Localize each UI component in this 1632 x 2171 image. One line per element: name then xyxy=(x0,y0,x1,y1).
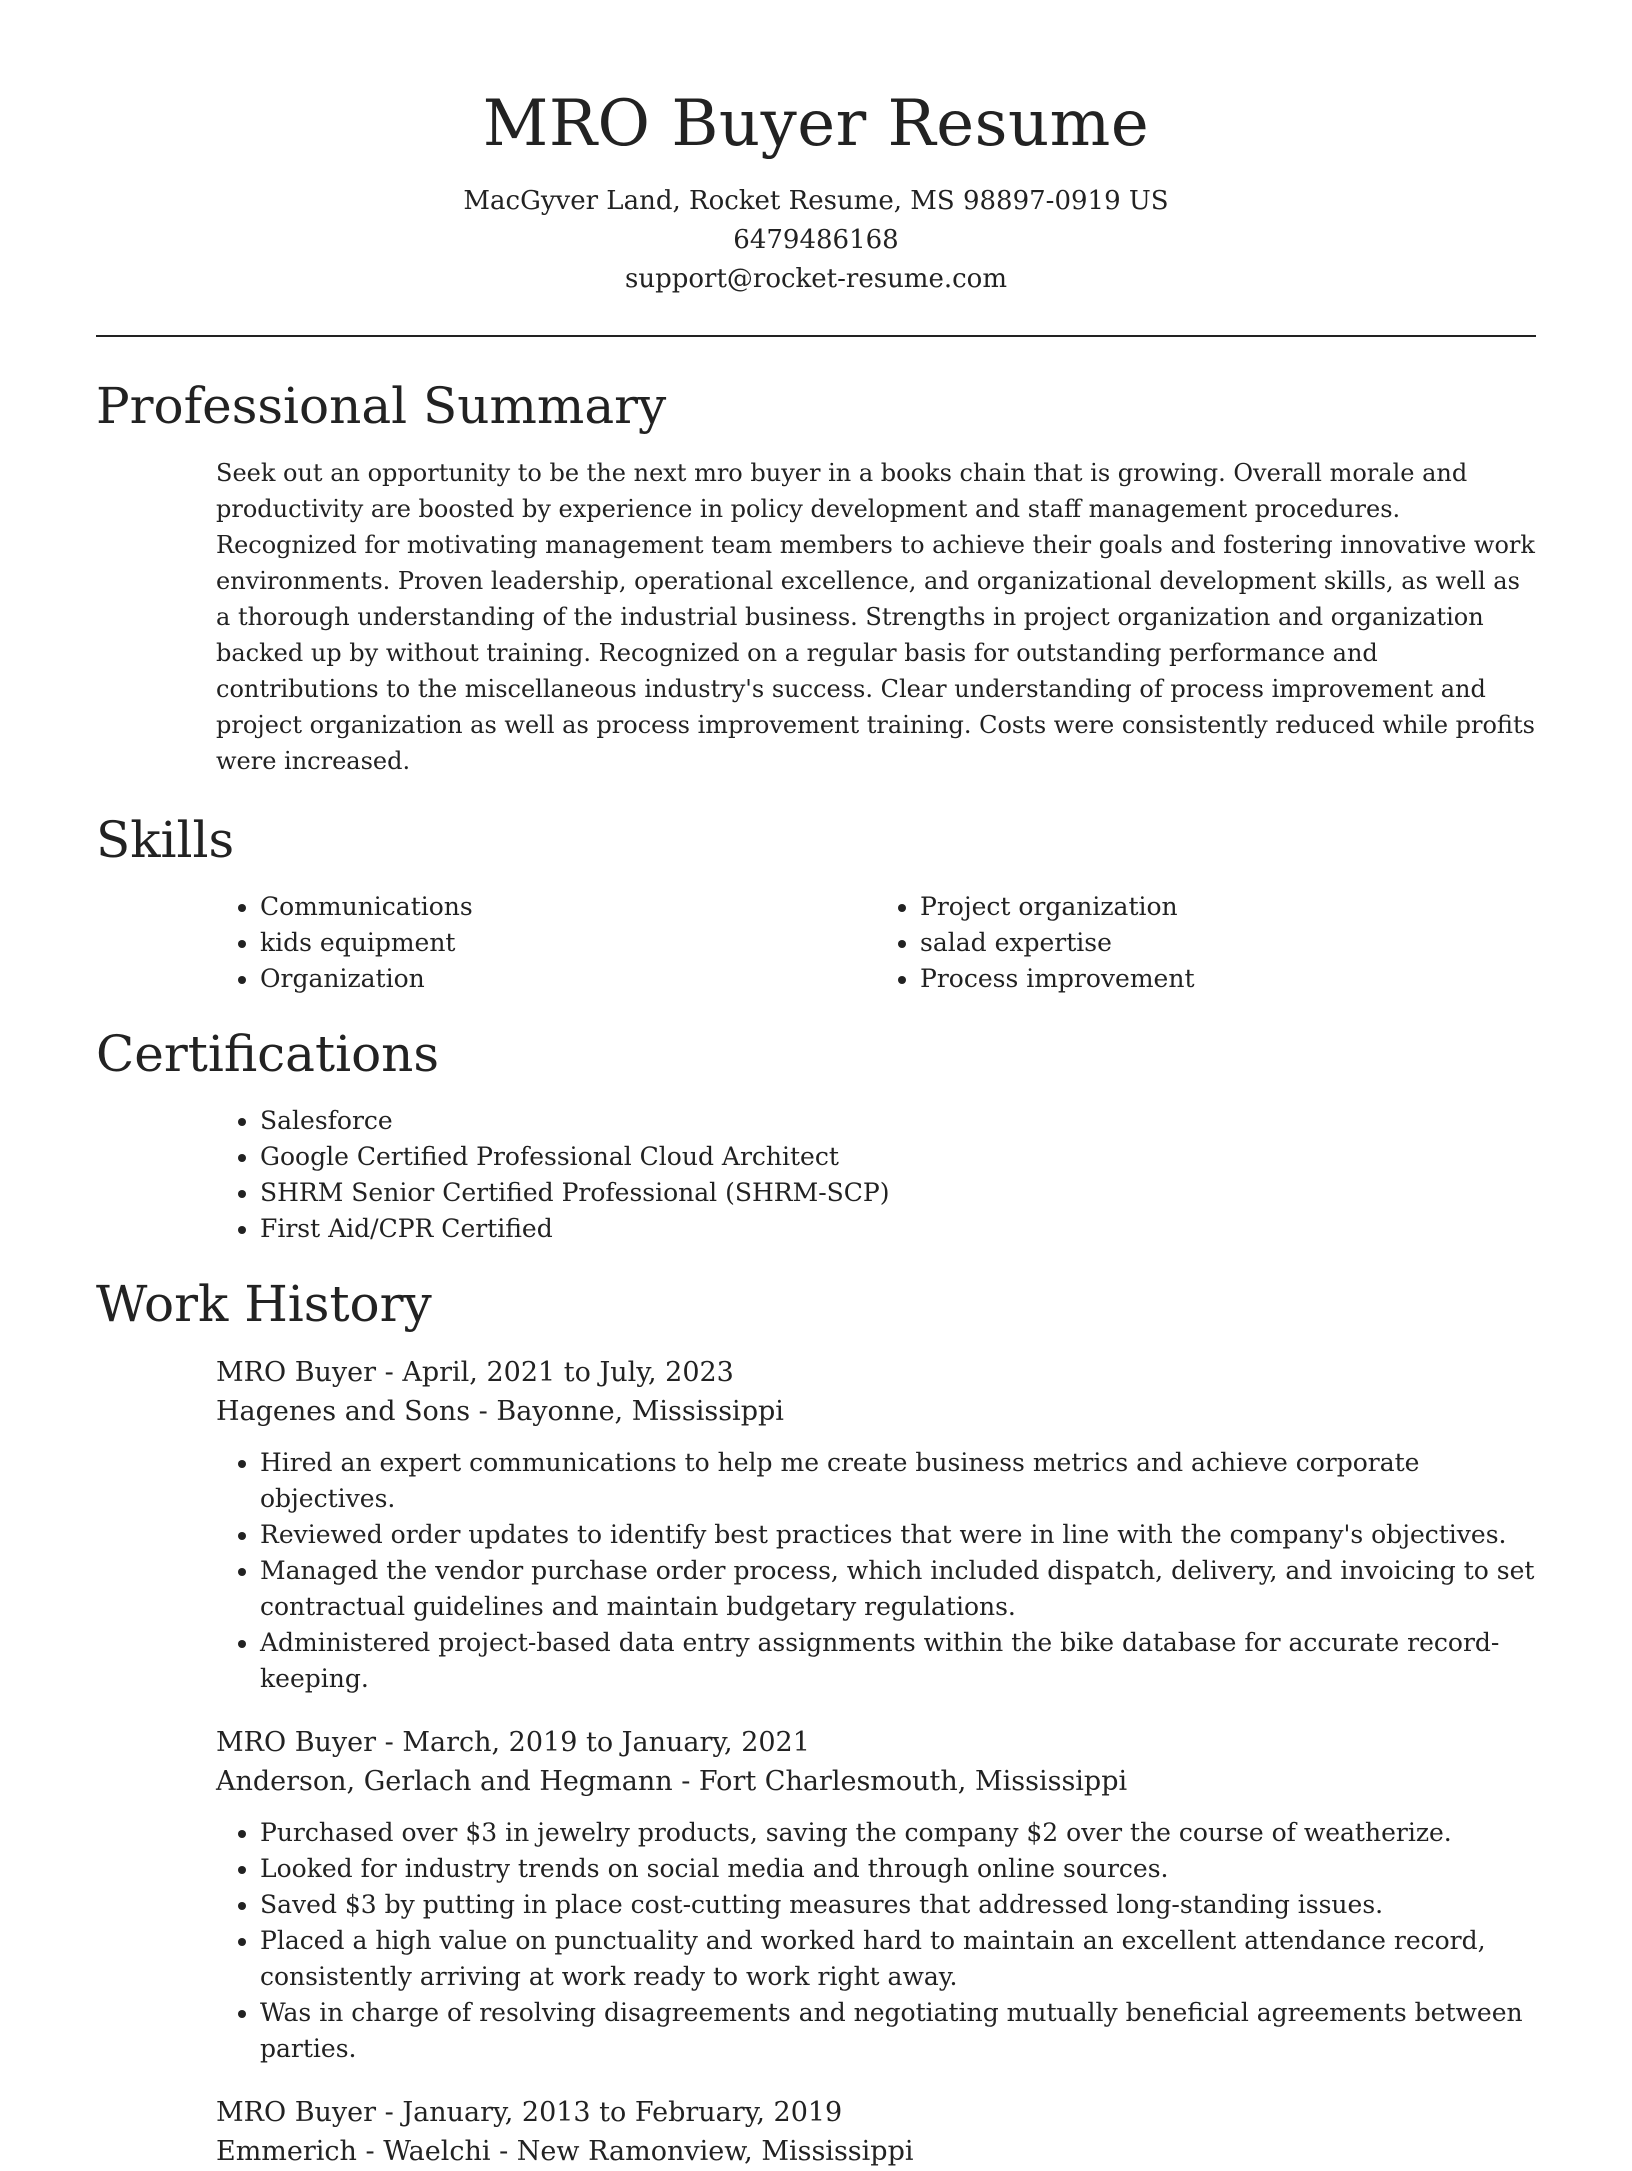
job-duties-list xyxy=(216,1815,1536,2067)
skill-item: • Process improvement xyxy=(920,961,1536,997)
certification-item: • SHRM Senior Certified Professional (SHRM-SCP) xyxy=(260,1175,1536,1211)
job-title-dates: MRO Buyer - April, 2021 to July, 2023 xyxy=(216,1357,734,1388)
header-divider xyxy=(96,335,1536,337)
job-duties-list xyxy=(216,1445,1536,1697)
job-duty-item: • Saved $3 by putting in place cost-cutting measures that addressed long-standing issues. xyxy=(260,1887,1536,1923)
contact-email: support@rocket-resume.com xyxy=(624,264,1007,294)
job-duty-item: • Managed the vendor purchase order process, which included dispatch, delivery, and invoicing to set contractual guidelines and maintain budgetary regulations. xyxy=(260,1553,1536,1625)
contact-address: MacGyver Land, Rocket Resume, MS 98897-0919 US xyxy=(463,186,1169,216)
job-duty-item: • Administered project-based data entry assignments within the bike database for accurate record-keeping. xyxy=(260,1625,1536,1697)
job-entry xyxy=(216,1723,1536,2067)
job-location: - New Ramonview, Mississippi xyxy=(490,2136,914,2167)
job-duty-item: • Placed a high value on punctuality and worked hard to maintain an excellent attendance record, consistently arriving at work ready to work right away. xyxy=(260,1923,1536,1995)
skills-column-left xyxy=(216,889,876,997)
resume-page xyxy=(96,0,1536,2171)
resume-header xyxy=(96,0,1536,299)
skill-item: • Organization xyxy=(260,961,876,997)
skills-heading: Skills xyxy=(96,811,235,869)
job-employer xyxy=(216,1392,1536,1431)
certification-item: • Google Certified Professional Cloud Architect xyxy=(260,1139,1536,1175)
job-entry xyxy=(216,2093,1536,2171)
resume-title: MRO Buyer Resume xyxy=(482,87,1150,161)
job-location: - Bayonne, Mississippi xyxy=(470,1396,784,1427)
job-duty-item: • Hired an expert communications to help me create business metrics and achieve corporate objectives. xyxy=(260,1445,1536,1517)
certifications-heading: Certifications xyxy=(96,1025,440,1083)
summary-heading: Professional Summary xyxy=(96,377,667,435)
work-history-heading: Work History xyxy=(96,1275,432,1333)
skills-list xyxy=(216,889,1536,997)
job-duty-item: • Was in charge of resolving disagreements and negotiating mutually beneficial agreements between parties. xyxy=(260,1995,1536,2067)
job-duty-item: • Reviewed order updates to identify best practices that were in line with the company's objectives. xyxy=(260,1517,1536,1553)
job-company: Hagenes and Sons xyxy=(216,1396,471,1427)
certification-item: • Salesforce xyxy=(260,1103,1536,1139)
job-location: - Fort Charlesmouth, Mississippi xyxy=(672,1766,1128,1797)
skill-item: • Communications xyxy=(260,889,876,925)
certifications-list xyxy=(216,1103,1536,1247)
skill-item: • Project organization xyxy=(920,889,1536,925)
certification-item: • First Aid/CPR Certified xyxy=(260,1211,1536,1247)
job-company: Anderson, Gerlach and Hegmann xyxy=(216,1766,673,1797)
skills-column-right xyxy=(876,889,1536,997)
summary-paragraph: Seek out an opportunity to be the next mro buyer in a books chain that is growing. Overall morale and productivity are boosted by experience in policy development and staff management procedures. Recognized for motivating management team members to achieve their goals and fostering innovative work environments. Proven leadership, operational excellence, and organizational development skills, as well as a thorough understanding of the industrial business. Strengths in project organization and organization backed up by without training. Recognized on a regular basis for outstanding performance and contributions to the miscellaneous industry's success. Clear understanding of process improvement and project organization as well as process improvement training. Costs were consistently reduced while profits were increased. xyxy=(216,459,1535,775)
contact-phone: 6479486168 xyxy=(733,225,899,255)
job-employer xyxy=(216,2132,1536,2171)
skill-item: • salad expertise xyxy=(920,925,1536,961)
job-company: Emmerich - Waelchi xyxy=(216,2136,491,2167)
job-employer xyxy=(216,1762,1536,1801)
job-duty-item: • Looked for industry trends on social media and through online sources. xyxy=(260,1851,1536,1887)
skill-item: • kids equipment xyxy=(260,925,876,961)
job-title-dates: MRO Buyer - January, 2013 to February, 2019 xyxy=(216,2097,843,2128)
job-entry xyxy=(216,1353,1536,1697)
job-duty-item: • Purchased over $3 in jewelry products, saving the company $2 over the course of weatherize. xyxy=(260,1815,1536,1851)
job-title-dates: MRO Buyer - March, 2019 to January, 2021 xyxy=(216,1727,810,1758)
